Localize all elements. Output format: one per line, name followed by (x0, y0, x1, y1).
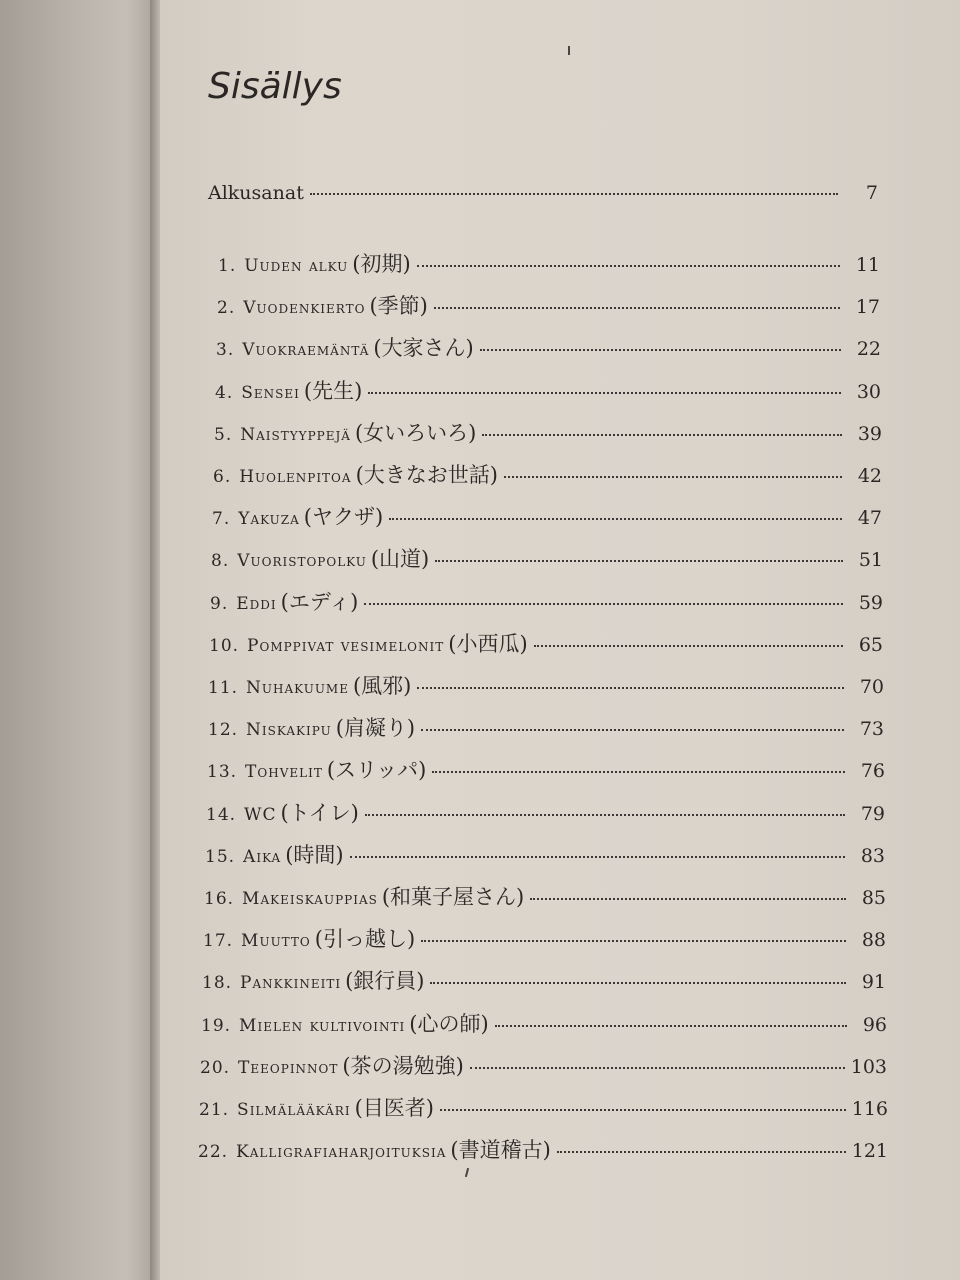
chapter-number: 8. (211, 551, 230, 572)
chapter-japanese-title: (季節) (369, 294, 428, 319)
chapter-page-number: 39 (857, 422, 882, 445)
toc-entry[interactable] (202, 965, 886, 995)
dot-leader (417, 687, 844, 689)
chapter-japanese-title: (エディ) (280, 589, 359, 614)
chapter-title: Vuokraemäntä (242, 340, 370, 361)
chapter-title: Sensei (241, 382, 300, 403)
chapter-number: 12. (208, 720, 239, 741)
dot-leader (421, 940, 846, 942)
dot-leader (530, 898, 846, 900)
chapter-number: 16. (204, 889, 235, 909)
chapter-japanese-title: (大家さん) (373, 336, 474, 361)
chapter-number: 3. (216, 340, 235, 361)
chapter-title: Tohvelit (245, 762, 323, 783)
dot-leader (440, 1109, 846, 1111)
chapter-page-number: 17 (855, 296, 880, 319)
chapter-title: Silmälääkäri (237, 1100, 351, 1120)
toc-entry[interactable] (216, 332, 881, 362)
chapter-japanese-title: (銀行員) (345, 969, 425, 994)
chapter-title: Makeiskauppias (242, 889, 378, 909)
chapter-japanese-title: (書道稽古) (450, 1138, 551, 1163)
chapter-number: 4. (215, 382, 234, 403)
chapter-title: Nuhakuume (246, 678, 349, 698)
chapter-number: 7. (212, 509, 231, 530)
chapter-title: Yakuza (238, 509, 300, 530)
dot-leader (368, 392, 841, 394)
chapter-page-number: 91 (861, 971, 886, 994)
toc-entry[interactable] (203, 923, 886, 953)
toc-entry[interactable] (214, 417, 882, 447)
chapter-page-number: 103 (850, 1055, 887, 1078)
chapter-japanese-title: (時間) (285, 842, 344, 867)
chapter-number: 17. (203, 931, 234, 952)
chapter-page-number: 116 (851, 1098, 888, 1120)
toc-entry[interactable] (204, 881, 886, 911)
chapter-number: 10. (209, 635, 240, 656)
chapter-page-number: 65 (858, 633, 883, 656)
chapter-japanese-title: (小西瓜) (448, 631, 528, 656)
chapter-title: Naistyyppejä (240, 424, 351, 445)
chapter-japanese-title: (肩凝り) (335, 716, 416, 741)
chapter-japanese-title: (女いろいろ) (354, 420, 477, 445)
chapter-page-number: 70 (859, 676, 884, 698)
chapter-title: Pankkineiti (240, 973, 342, 994)
chapter-page-number: 59 (858, 591, 883, 614)
chapter-title: Vuodenkierto (243, 298, 366, 319)
dot-leader (534, 645, 843, 647)
dot-leader (364, 603, 843, 605)
dot-leader (350, 856, 845, 858)
chapter-title: Uuden alku (244, 256, 349, 276)
toc-entry[interactable] (201, 1008, 887, 1038)
chapter-japanese-title: (目医者) (354, 1096, 434, 1120)
chapter-page-number: 88 (861, 929, 886, 952)
chapter-number: 11. (208, 678, 239, 698)
toc-entry[interactable] (211, 543, 883, 573)
chapter-number: 1. (218, 256, 237, 276)
chapter-japanese-title: (茶の湯勉強) (342, 1053, 464, 1078)
dot-leader (365, 814, 845, 816)
chapter-title: Mielen kultivointi (239, 1015, 406, 1036)
dot-leader (557, 1151, 846, 1153)
toc-entry[interactable] (207, 754, 885, 784)
chapter-title: Huolenpitoa (239, 467, 352, 487)
chapter-page-number: 121 (851, 1140, 888, 1163)
chapter-page-number: 30 (856, 380, 881, 403)
chapter-japanese-title: (山道) (370, 547, 430, 572)
dot-leader (421, 729, 844, 731)
chapter-japanese-title: (ヤクザ) (303, 505, 384, 530)
dot-leader (389, 518, 842, 520)
chapter-page-number: 79 (860, 802, 885, 825)
toc-entry[interactable] (199, 1092, 888, 1122)
chapter-number: 22. (198, 1142, 229, 1163)
toc-entry[interactable] (206, 797, 885, 827)
dot-leader (480, 349, 841, 351)
toc-entry[interactable] (200, 1050, 887, 1080)
chapter-number: 9. (210, 593, 229, 614)
chapter-number: 6. (213, 467, 232, 487)
chapter-title: Muutto (241, 931, 311, 952)
chapter-title: Kalligrafiaharjoituksia (236, 1142, 447, 1163)
dot-leader (432, 771, 845, 773)
chapter-number: 5. (214, 424, 233, 445)
chapter-number: 18. (202, 973, 233, 994)
toc-entry[interactable] (212, 501, 882, 531)
chapter-number: 20. (200, 1057, 231, 1078)
chapter-page-number: 42 (857, 465, 882, 487)
chapter-number: 2. (217, 298, 236, 319)
chapter-title: Niskakipu (246, 720, 332, 741)
chapter-title: Pomppivat vesimelonit (247, 635, 445, 656)
dot-leader (482, 434, 842, 436)
chapter-japanese-title: (大きなお世話) (355, 463, 498, 487)
chapter-page-number: 96 (862, 1013, 887, 1036)
chapter-title: Aika (243, 846, 282, 867)
toc-entry[interactable] (217, 290, 880, 320)
chapter-page-number: 47 (857, 507, 882, 530)
chapter-page-number: 76 (860, 760, 885, 783)
chapter-page-number: 51 (858, 549, 883, 572)
chapter-title: Teeopinnot (238, 1057, 339, 1078)
chapter-japanese-title: (風邪) (352, 674, 412, 698)
chapter-title: WC (244, 804, 277, 825)
toc-entry[interactable] (198, 1134, 888, 1164)
dot-leader (435, 560, 843, 562)
toc-entry[interactable] (208, 670, 884, 700)
chapter-japanese-title: (トイレ) (280, 800, 359, 825)
toc-entry[interactable] (213, 459, 882, 489)
toc-entry[interactable] (208, 712, 884, 742)
dot-leader (430, 982, 846, 984)
dot-leader (504, 476, 842, 478)
chapter-japanese-title: (先生) (303, 378, 363, 403)
chapter-japanese-title: (心の師) (409, 1011, 489, 1036)
page-title: Sisällys (208, 66, 342, 107)
toc-entry-label: Alkusanat (208, 182, 304, 204)
toc-entry[interactable] (215, 375, 881, 405)
toc-entry[interactable] (205, 839, 885, 869)
toc-entry[interactable] (209, 628, 883, 658)
chapter-japanese-title: (引っ越し) (314, 927, 416, 952)
dot-leader (495, 1025, 847, 1027)
chapter-page-number: 11 (855, 254, 880, 276)
chapter-title: Eddi (236, 593, 277, 614)
toc-entry[interactable] (218, 248, 880, 278)
dot-leader (470, 1067, 845, 1069)
chapter-number: 19. (201, 1015, 232, 1036)
chapter-number: 15. (205, 846, 236, 867)
chapter-number: 21. (199, 1100, 230, 1120)
toc-entry-intro[interactable] (208, 182, 878, 204)
chapter-number: 14. (206, 804, 237, 825)
chapter-title: Vuoristopolku (237, 551, 367, 572)
toc-entry[interactable] (210, 586, 883, 616)
dot-leader (310, 193, 838, 195)
chapter-page-number: 83 (860, 844, 885, 867)
dot-leader (434, 307, 840, 309)
chapter-japanese-title: (スリッパ) (326, 758, 427, 783)
dot-leader (417, 265, 840, 267)
chapter-page-number: 22 (856, 338, 881, 361)
chapter-page-number: 85 (861, 887, 886, 909)
chapter-number: 13. (207, 762, 238, 783)
chapter-page-number: 73 (859, 718, 884, 741)
chapter-japanese-title: (和菓子屋さん) (381, 885, 525, 909)
toc-entry-page: 7 (865, 182, 878, 204)
chapter-japanese-title: (初期) (352, 252, 411, 276)
